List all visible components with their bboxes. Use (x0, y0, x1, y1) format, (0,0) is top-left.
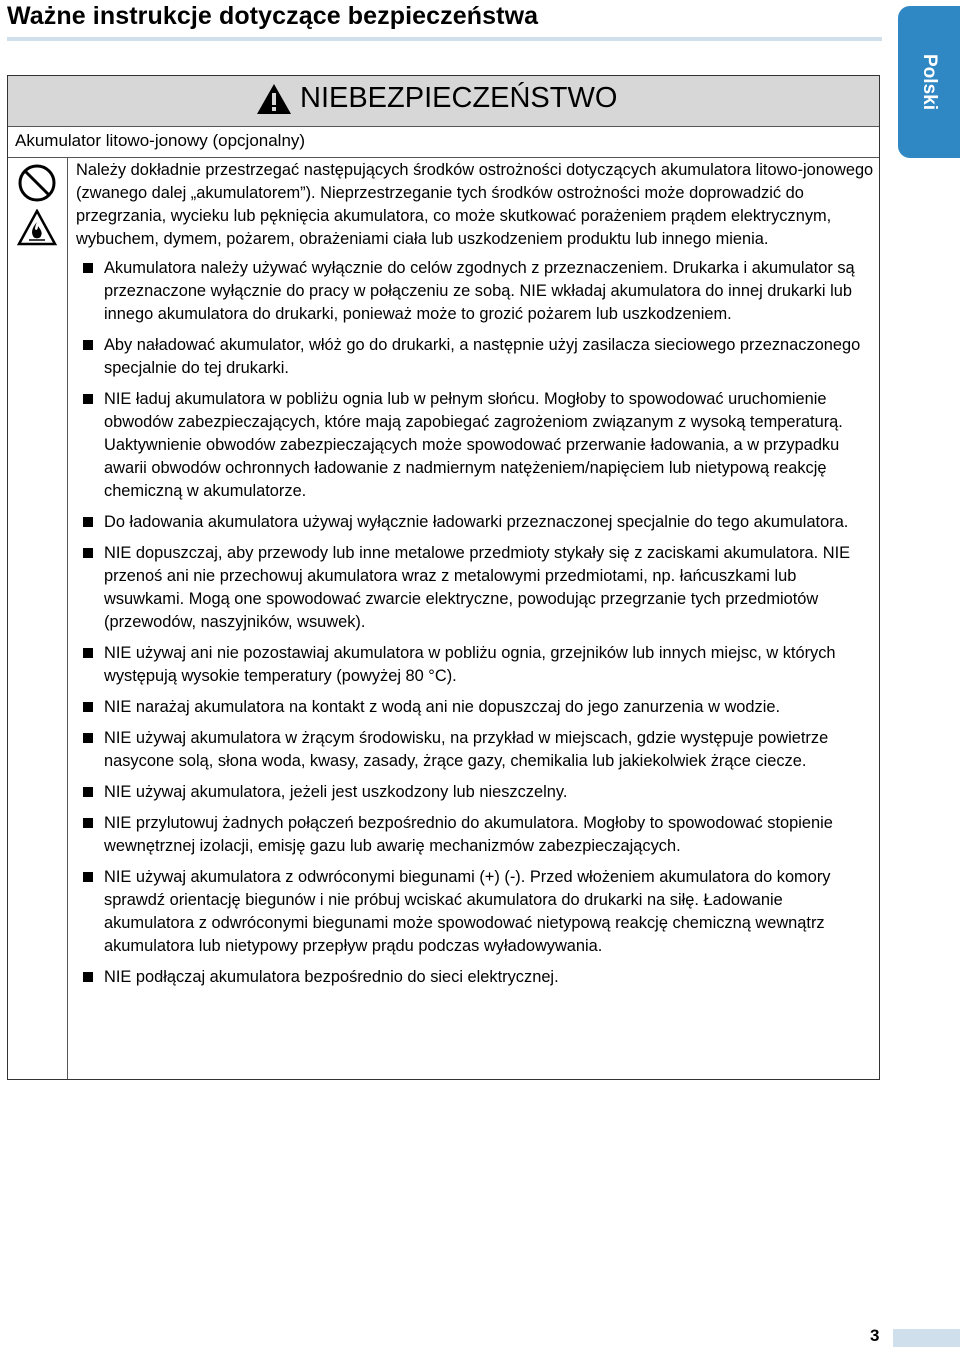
list-item: Aby naładować akumulator, włóż go do drukarki, a następnie użyj zasilacza sieciowego przeznaczonego specjalnie do tej drukarki. (76, 334, 876, 380)
fire-warning-icon (17, 209, 57, 247)
list-item: Do ładowania akumulatora używaj wyłącznie ładowarki przeznaczonej specjalnie do tego akumulatora. (76, 511, 876, 534)
page-title: Ważne instrukcje dotyczące bezpieczeństwa (7, 2, 539, 30)
title-rule (7, 37, 882, 41)
warning-triangle-icon (256, 83, 292, 115)
list-item: Akumulatora należy używać wyłącznie do celów zgodnych z przeznaczeniem. Drukarka i akumulator są przeznaczone wyłącznie do pracy w połączeniu ze sobą. NIE wkładaj akumulatora do innej drukarki lub innego akumulatora do drukarki, ponieważ może to grozić pożarem lub uszkodzeniem. (76, 257, 876, 326)
warning-list (76, 257, 876, 989)
page-number: 3 (870, 1326, 880, 1345)
list-item: NIE podłączaj akumulatora bezpośrednio do sieci elektrycznej. (76, 966, 876, 989)
warning-intro: Należy dokładnie przestrzegać następujących środków ostrożności dotyczących akumulatora litowo-jonowego (zwanego dalej „akumulatorem”). Nieprzestrzeganie tych środków ostrożności może doprowadzić do przegrzania, wycieku lub pęknięcia akumulatora, co może skutkować porażeniem prądem elektrycznym, wybuchem, dymem, pożarem, obrażeniami ciała lub uszkodzeniem produktu lub innego mienia. (76, 161, 874, 248)
warning-heading (256, 82, 617, 115)
warning-subheading-text: Akumulator litowo-jonowy (opcjonalny) (15, 131, 306, 150)
list-item: NIE używaj akumulatora w żrącym środowisku, na przykład w miejscach, gdzie występuje powietrze nasycone solą, słona woda, kwasy, zasady, żrące gazy, chemikalia lub jakiekolwiek żrące ciecze. (76, 727, 876, 773)
warning-heading-text: NIEBEZPIECZEŃSTWO (300, 82, 618, 114)
warning-header (8, 76, 879, 127)
language-tab-label: Polski (919, 54, 940, 110)
icon-column (8, 157, 68, 1079)
list-item: NIE przylutowuj żadnych połączeń bezpośrednio do akumulatora. Mogłoby to spowodować stopienie wewnętrznej izolacji, emisję gazu lub awarię mechanizmów zabezpieczających. (76, 812, 876, 858)
list-item: NIE narażaj akumulatora na kontakt z wodą ani nie dopuszczaj do jego zanurzenia w wodzie. (76, 696, 876, 719)
list-item: NIE używaj akumulatora, jeżeli jest uszkodzony lub nieszczelny. (76, 781, 876, 804)
list-item: NIE ładuj akumulatora w pobliżu ognia lub w pełnym słońcu. Mogłoby to spowodować uruchomienie obwodów zabezpieczających, które mają zapobiegać zagrożeniom związanym z wysoką temperaturą. Uaktywnienie obwodów zabezpieczających może spowodować przerwanie ładowania, a w przypadku awarii obwodów ochronnych ładowanie z nadmiernym natężeniem/napięciem lub nietypową reakcję chemiczną w akumulatorze. (76, 388, 876, 503)
prohibit-icon (17, 163, 57, 203)
warning-body (76, 159, 876, 997)
list-item: NIE używaj akumulatora z odwróconymi biegunami (+) (-). Przed włożeniem akumulatora do komory sprawdź orientację biegunów i nie próbuj wciskać akumulatora do drukarki na siłę. Ładowanie akumulatora z odwróconymi biegunami może spowodować nietypową reakcję chemiczną wewnątrz akumulatora lub nietypowy przepływ prądu podczas wyładowywania. (76, 866, 876, 958)
language-tab[interactable] (898, 6, 960, 158)
page-number-bar (893, 1329, 960, 1347)
list-item: NIE dopuszczaj, aby przewody lub inne metalowe przedmioty stykały się z zaciskami akumulatora. NIE przenoś ani nie przechowuj akumulatora wraz z metalowymi przedmiotami, np. łańcuszkami lub wsuwkami. Mogą one spowodować zwarcie elektryczne, powodując przegrzanie tych przedmiotów (przewodów, naszyjników, wsuwek). (76, 542, 876, 634)
warning-subheading (8, 127, 879, 158)
danger-warning-table (7, 75, 880, 1080)
list-item: NIE używaj ani nie pozostawiaj akumulatora w pobliżu ognia, grzejników lub innych miejsc, w których występują wysokie temperatury (powyżej 80 °C). (76, 642, 876, 688)
